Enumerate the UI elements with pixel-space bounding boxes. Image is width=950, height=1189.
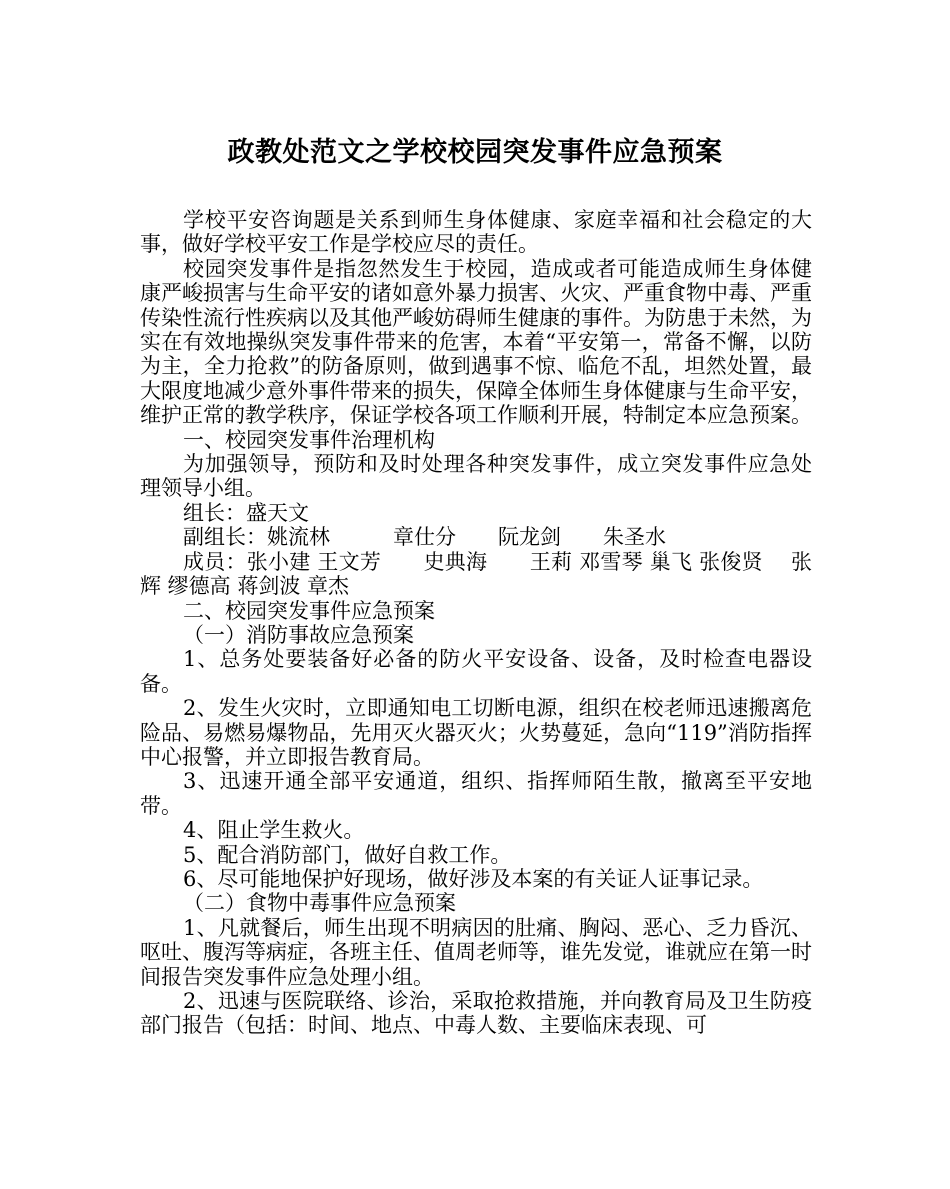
- body-paragraph: 3、迅速开通全部平安通道，组织、指挥师陌生散，撤离至平安地带。: [140, 769, 812, 818]
- body-paragraph: （二）食物中毒事件应急预案: [183, 891, 457, 916]
- body-paragraph: 2、迅速与医院联络、诊治，采取抢救措施，并向教育局及卫生防疫部门报告（包括：时间、地点、中毒人数、主要临床表现、可: [140, 989, 812, 1038]
- body-paragraph: 校园突发事件是指忽然发生于校园，造成或者可能造成师生身体健康严峻损害与生命平安的诸如意外暴力损害、火灾、严重食物中毒、严重传染性流行性疾病以及其他严峻妨碍师生健康的事件。为防患于未然，为实在有效地操纵突发事件带来的危害，本着“平安第一，常备不懈，以防为主，全力抢救”的防备原则，做到遇事不惊、临危不乱，坦然处置，最大限度地减少意外事件带来的损失，保障全体师生身体健康与生命平安，维护正常的教学秩序，保证学校各项工作顺利开展，特制定本应急预案。: [140, 256, 812, 428]
- body-paragraph: 1、总务处要装备好必备的防火平安设备、设备，及时检查电器设备。: [140, 647, 812, 696]
- document-title: 政教处范文之学校校园突发事件应急预案: [227, 137, 723, 168]
- body-paragraph: 2、发生火灾时，立即通知电工切断电源，组织在校老师迅速搬离危险品、易燃易爆物品，先用灭火器灭火；火势蔓延，急向“119”消防指挥中心报警，并立即报告教育局。: [140, 696, 812, 769]
- body-paragraph: 组长：盛天文: [183, 500, 310, 525]
- body-paragraph: 1、凡就餐后，师生出现不明病因的肚痛、胸闷、恶心、乏力昏沉、呕吐、腹泻等病症，各班主任、值周老师等，谁先发觉，谁就应在第一时间报告突发事件应急处理小组。: [140, 915, 812, 989]
- body-paragraph: （一）消防事故应急预案: [183, 622, 415, 647]
- body-paragraph: 4、阻止学生救火。: [183, 818, 365, 843]
- body-paragraph: 5、配合消防部门，做好自救工作。: [183, 842, 512, 867]
- body-paragraph: 6、尽可能地保护好现场，做好涉及本案的有关证人证事记录。: [183, 866, 764, 891]
- body-paragraph: 副组长：姚流林 章仕分 阮龙剑 朱圣水: [183, 525, 667, 550]
- body-paragraph: 学校平安咨询题是关系到师生身体健康、家庭幸福和社会稳定的大事，做好学校平安工作是学校应尽的责任。: [140, 208, 812, 257]
- document-body: [140, 208, 812, 1038]
- body-paragraph: 成员：张小建 王文芳 史典海 王莉 邓雪琴 巢飞 张俊贤 张辉 缪德高 蒋剑波 章杰: [140, 549, 812, 599]
- body-paragraph: 一、校园突发事件治理机构: [183, 427, 436, 452]
- body-paragraph: 二、校园突发事件应急预案: [183, 598, 436, 623]
- body-paragraph: 为加强领导，预防和及时处理各种突发事件，成立突发事件应急处理领导小组。: [140, 452, 812, 501]
